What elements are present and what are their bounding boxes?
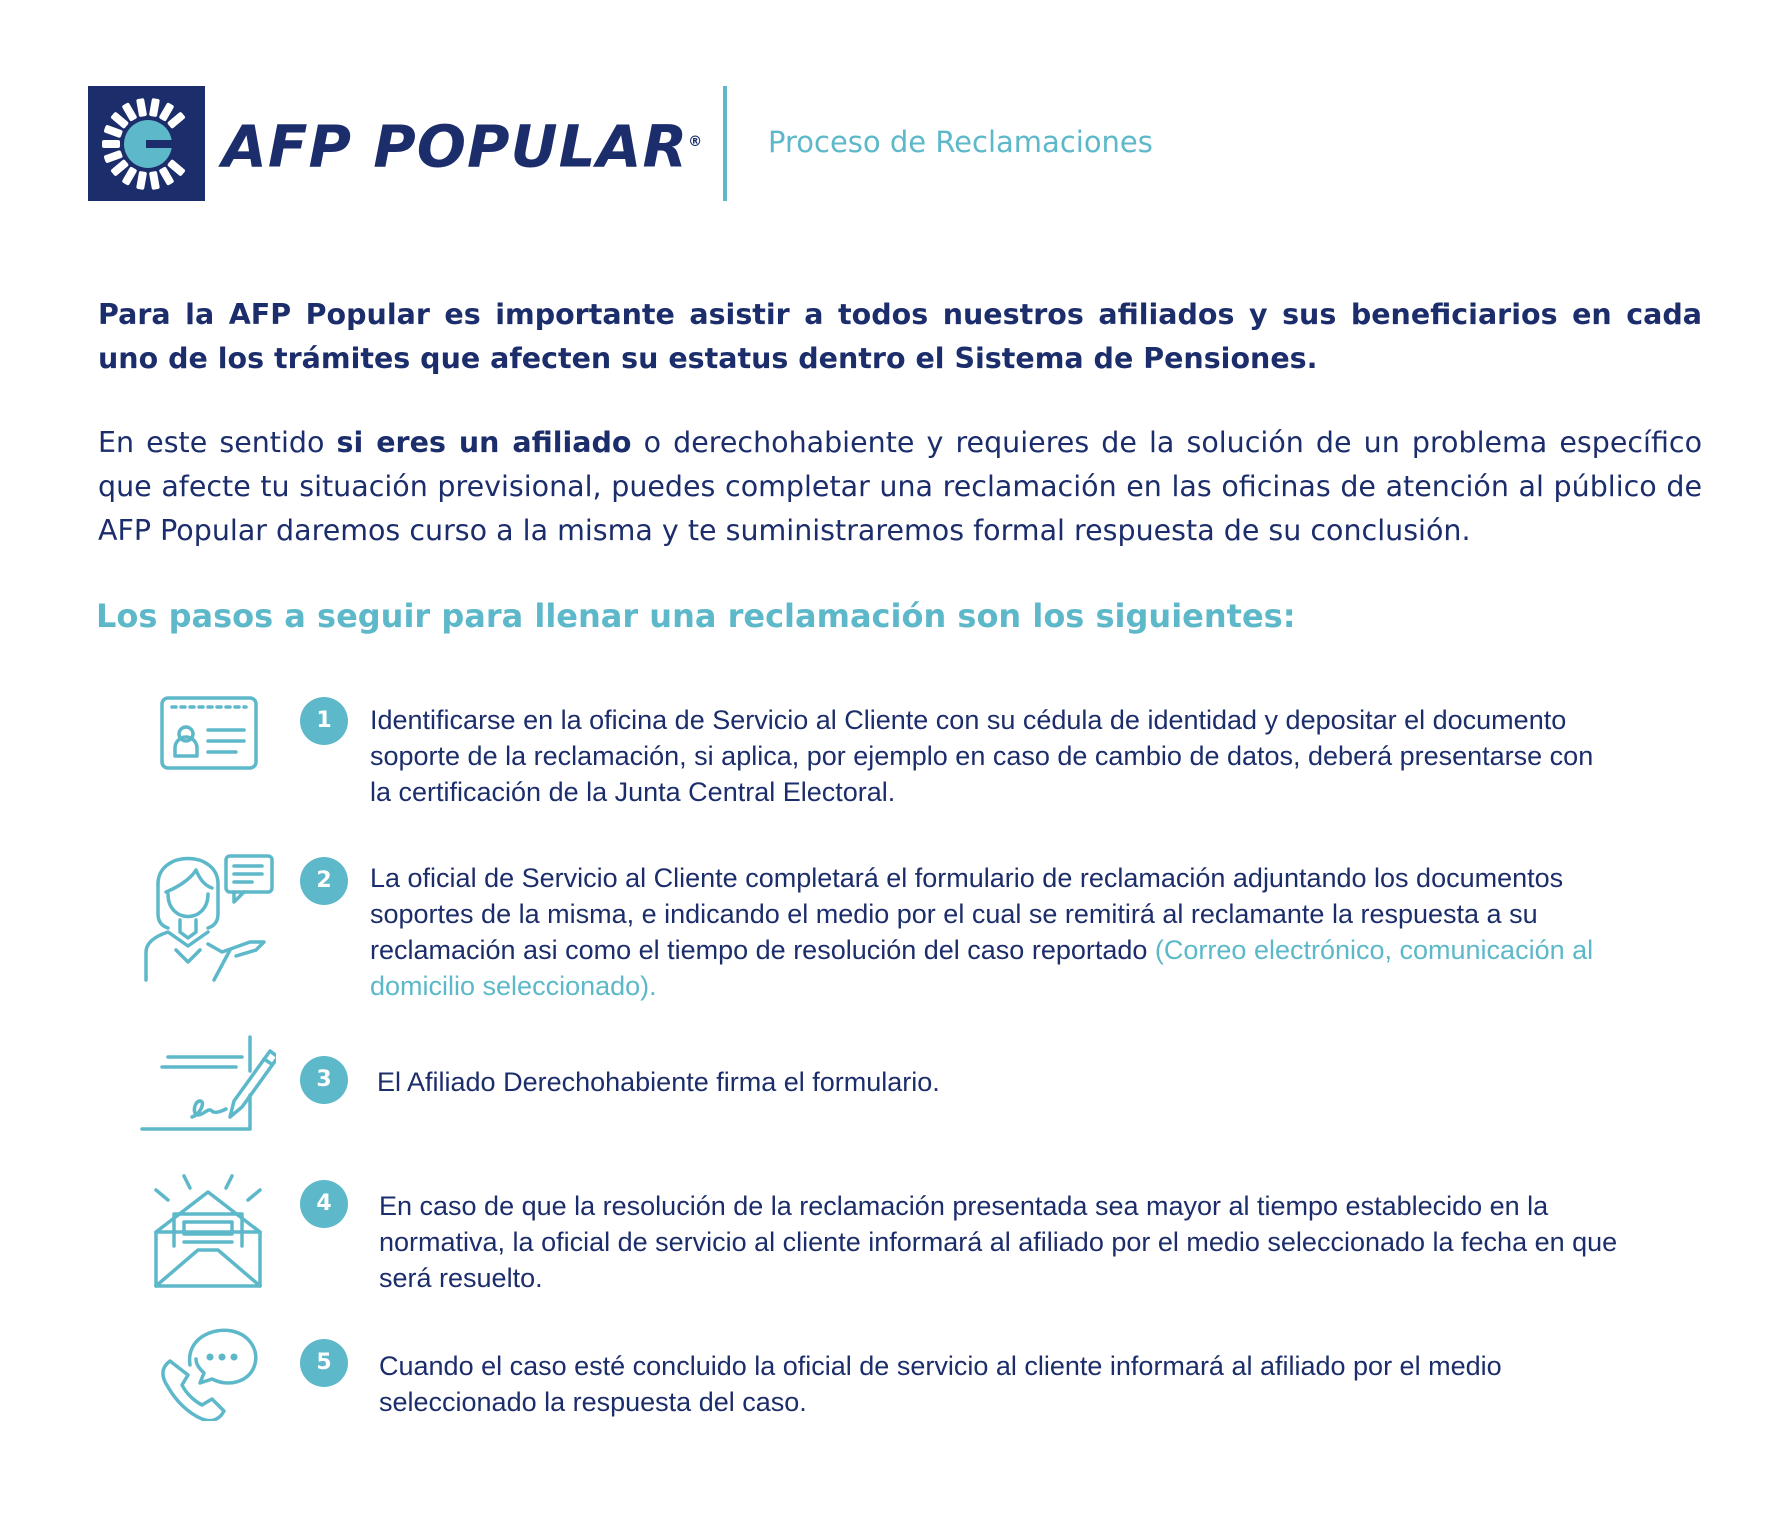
sun-logo-icon	[88, 86, 205, 201]
page-title: Proceso de Reclamaciones	[768, 125, 1153, 159]
afp-popular-logo	[88, 86, 205, 201]
step-number: 3	[300, 1056, 348, 1104]
step-number: 4	[300, 1180, 348, 1228]
signature-pen-icon	[140, 1035, 276, 1135]
steps-heading: Los pasos a seguir para llenar una reclamación son los siguientes:	[96, 597, 1296, 635]
step-text: El Afiliado Derechohabiente firma el formulario.	[377, 1067, 940, 1097]
step-text: En caso de que la resolución de la reclamación presentada sea mayor al tiempo establecido en la normativa, la oficial de servicio al cliente informará al afiliado por el medio seleccionado la fecha en que será resuelto.	[379, 1191, 1618, 1293]
envelope-letter-icon	[150, 1174, 266, 1292]
id-card-icon	[158, 694, 260, 776]
step-number: 5	[300, 1339, 348, 1387]
step-text: Cuando el caso esté concluido la oficial de servicio al cliente informará al afiliado por el medio seleccionado la respuesta del caso.	[379, 1351, 1502, 1417]
phone-chat-icon	[156, 1327, 260, 1425]
header-divider	[723, 86, 727, 201]
step-number: 1	[300, 697, 348, 745]
intro-text: Para la AFP Popular es importante asistir a todos nuestros afiliados y sus beneficiarios en cada uno de los trámites que afecten su estatus dentro el Sistema de Pensiones.	[98, 298, 1702, 375]
brand-name: AFP POPULAR®	[222, 112, 704, 181]
description-paragraph: En este sentido si eres un afiliado o derechohabiente y requieres de la solución de un problema específico que afecte tu situación previsional, puedes completar una reclamación en las oficinas de atención al público de AFP Popular daremos curso a la misma y te suministraremos formal respuesta de su conclusión.	[98, 426, 1703, 547]
step-text: Identificarse en la oficina de Servicio al Cliente con su cédula de identidad y depositar el documento soporte de la reclamación, si aplica, por ejemplo en caso de cambio de datos, deberá presentarse con la certificación de la Junta Central Electoral.	[370, 705, 1594, 807]
emphasis-text: si eres un afiliado	[336, 426, 632, 459]
step-number: 2	[300, 857, 348, 905]
customer-service-agent-icon	[144, 854, 274, 986]
step-highlight: (Correo electrónico, comunicación al domicilio seleccionado).	[370, 935, 1594, 1001]
step-text: La oficial de Servicio al Cliente completará el formulario de reclamación adjuntando los documentos soportes de la misma, e indicando el medio por el cual se remitirá al reclamante la respuesta a su reclamación asi como el tiempo de resolución del caso reportado (Correo electrónico, comunicación al domicilio seleccionado).	[370, 863, 1594, 1001]
